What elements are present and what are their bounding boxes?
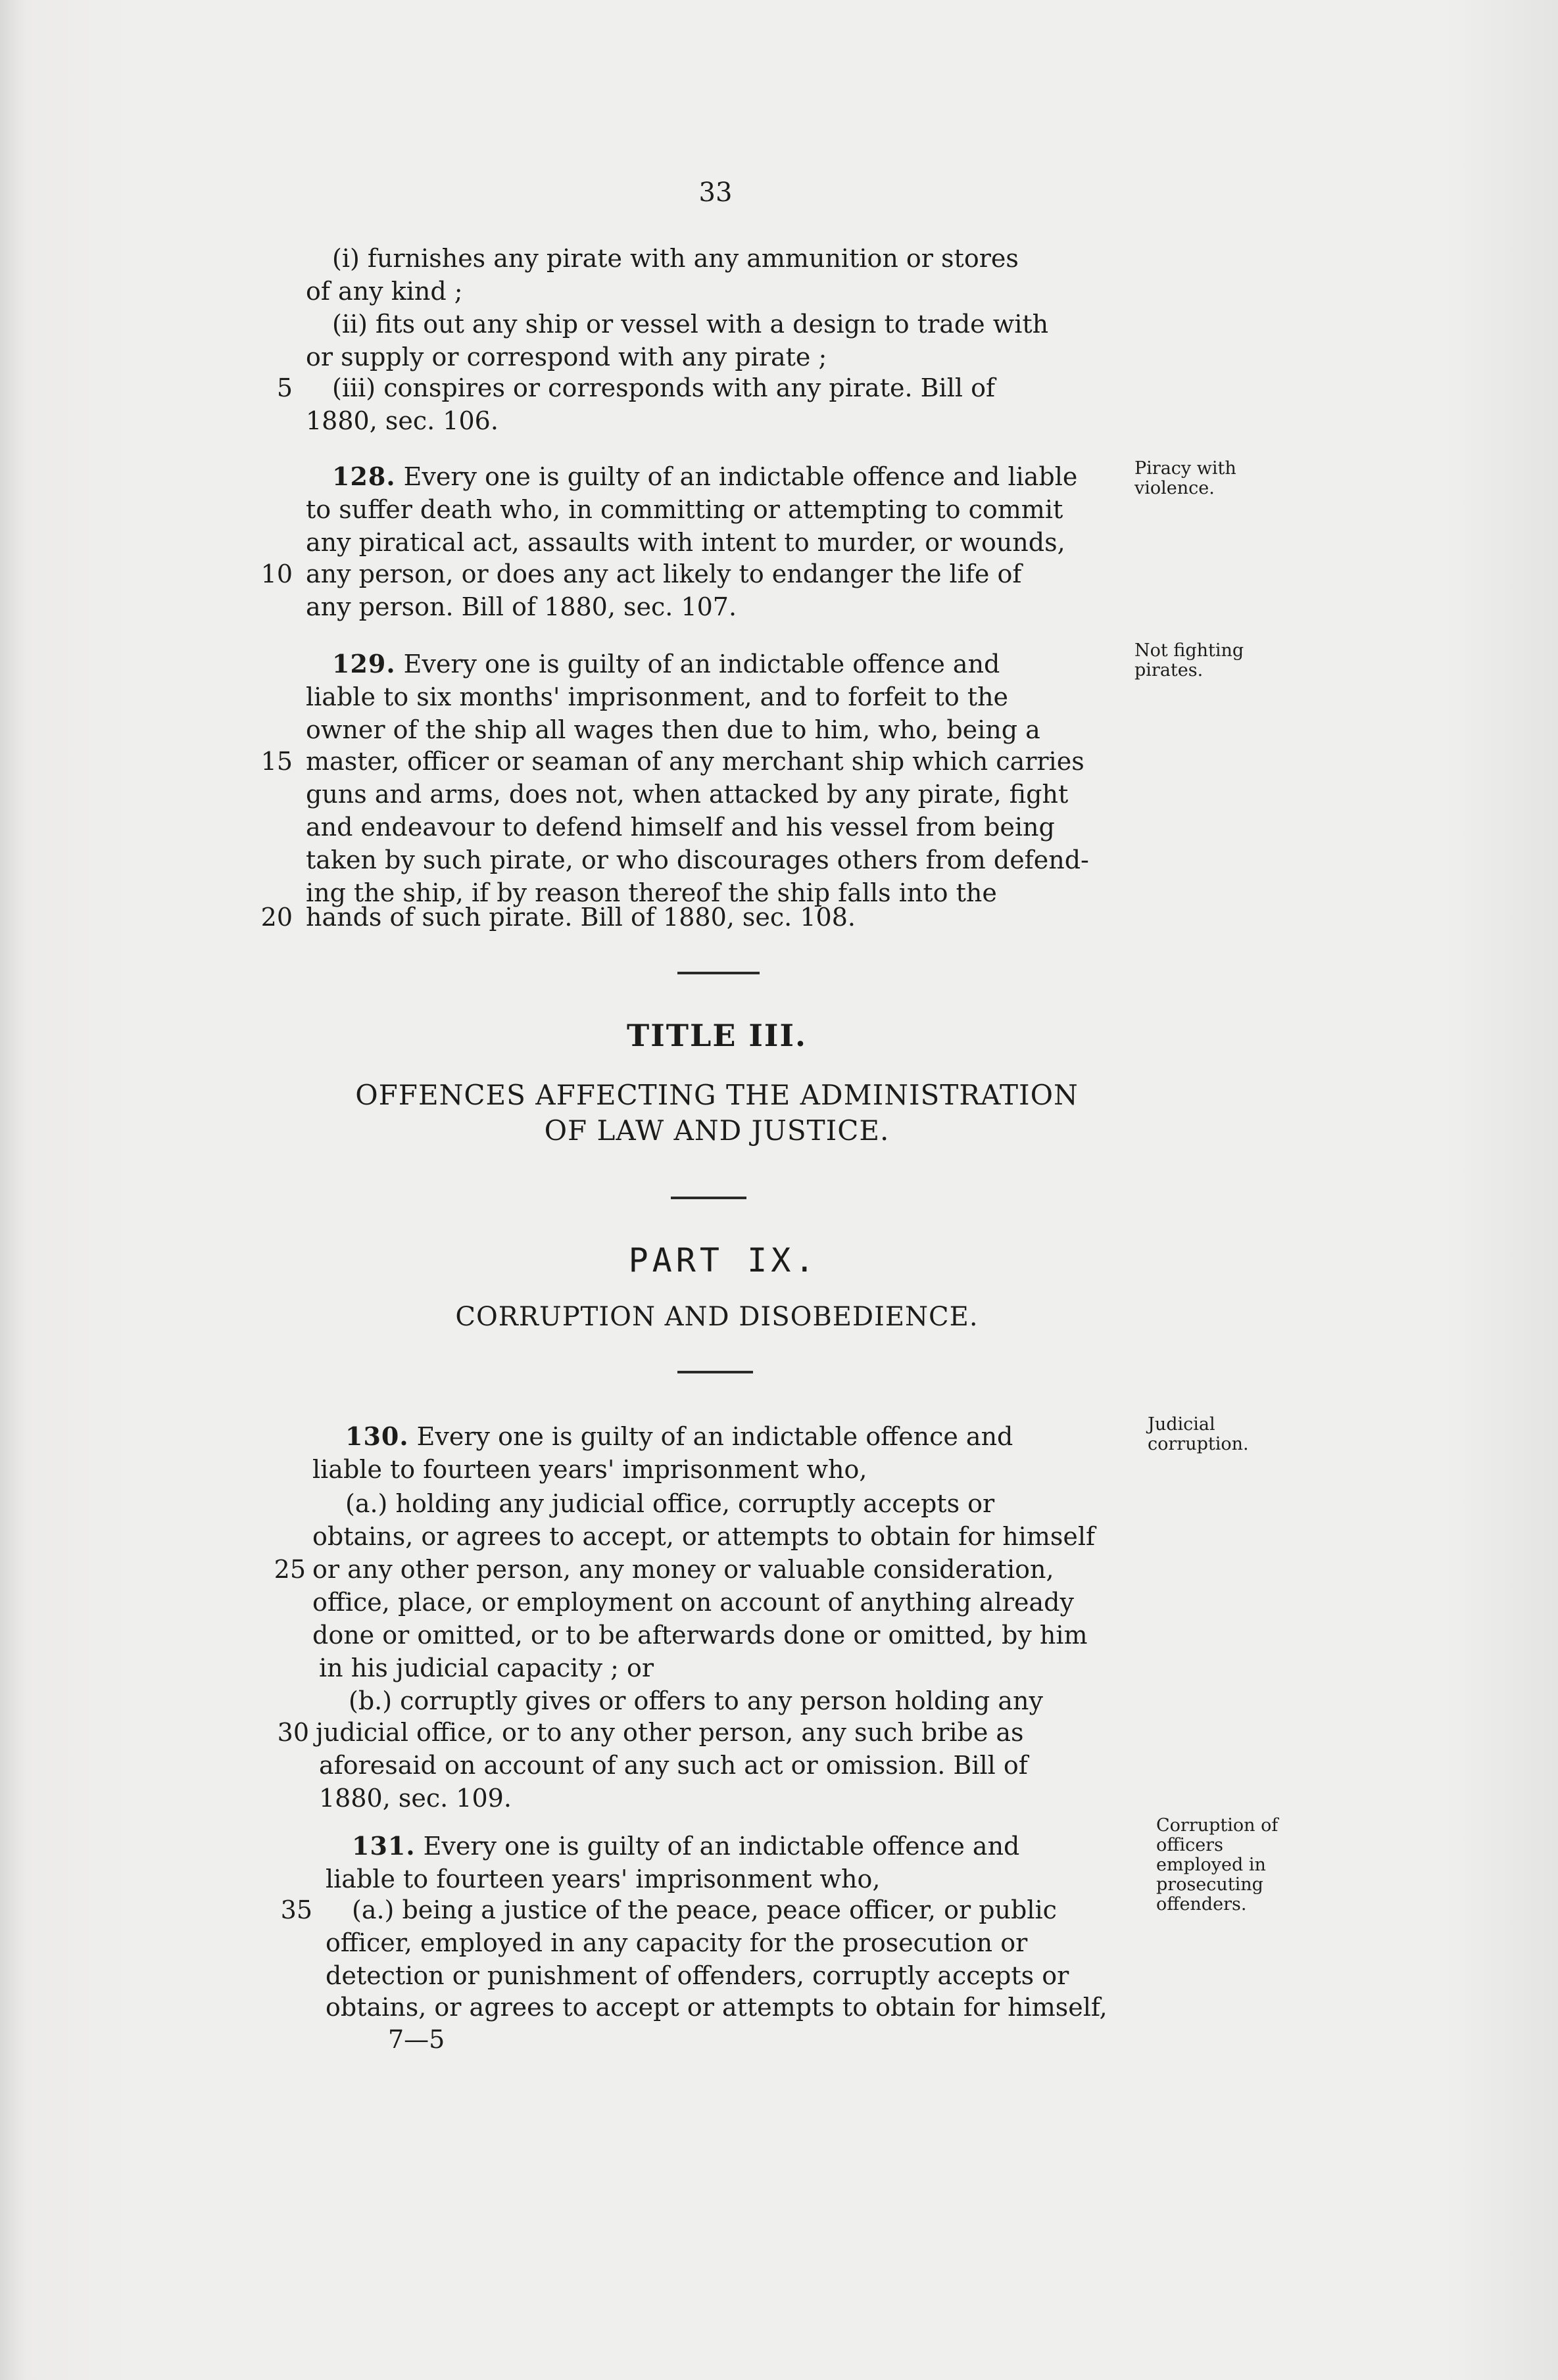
text-line: aforesaid on account of any such act or omission. Bill of — [319, 1751, 1028, 1780]
part-heading: PART IX. — [628, 1241, 819, 1279]
text-line: of any kind ; — [306, 277, 463, 306]
text-line: liable to fourteen years' imprisonment who, — [312, 1455, 867, 1484]
margin-note-not-fighting-pirates: Not fighting pirates. — [1134, 640, 1244, 680]
margin-note-piracy-with-violence: Piracy with violence. — [1134, 458, 1236, 498]
text-line: or supply or correspond with any pirate ; — [306, 343, 827, 371]
line-number: 30 — [277, 1718, 309, 1747]
text-line: 1880, sec. 106. — [306, 406, 499, 435]
line-number: 35 — [280, 1895, 312, 1924]
section-number: 128. — [332, 462, 396, 491]
margin-note-corruption-of-officers: Corruption of officers employed in prosecuting offenders. — [1156, 1815, 1278, 1915]
text-line: and endeavour to defend himself and his vessel from being — [306, 813, 1055, 842]
margin-note-judicial-corruption: Judicial corruption. — [1148, 1414, 1249, 1454]
printer-signature: 7—5 — [388, 2025, 445, 2054]
text-line: (a.) being a justice of the peace, peace officer, or public — [352, 1895, 1057, 1924]
text-line: or any other person, any money or valuable consideration, — [312, 1555, 1054, 1584]
section-divider — [677, 972, 760, 974]
text-line: obtains, or agrees to accept, or attempts to obtain for himself — [312, 1522, 1096, 1551]
text-line: (i) furnishes any pirate with any ammunition or stores — [332, 244, 1019, 273]
text-line: 1880, sec. 109. — [319, 1784, 512, 1813]
text-line: liable to fourteen years' imprisonment who, — [326, 1865, 881, 1893]
text-line: master, officer or seaman of any merchant ship which carries — [306, 747, 1084, 776]
section-number: 129. — [332, 649, 396, 678]
text-line: officer, employed in any capacity for the prosecution or — [326, 1928, 1028, 1957]
section-number: 131. — [352, 1831, 416, 1861]
text-span: Every one is guilty of an indictable offence and — [403, 650, 1000, 678]
text-line: detection or punishment of offenders, corruptly accepts or — [326, 1961, 1069, 1990]
text-line: judicial office, or to any other person, any such bribe as — [316, 1718, 1024, 1747]
section-131-first-line — [352, 1830, 1019, 1863]
page-number: 33 — [698, 178, 733, 208]
title-subheading-line2: OF LAW AND JUSTICE. — [544, 1114, 890, 1147]
section-128-first-line — [332, 460, 1077, 493]
section-129-first-line — [332, 648, 1000, 680]
line-number: 25 — [274, 1555, 306, 1584]
text-line: liable to six months' imprisonment, and to forfeit to the — [306, 682, 1009, 711]
line-number: 10 — [260, 559, 293, 588]
text-line: (a.) holding any judicial office, corruptly accepts or — [345, 1489, 995, 1518]
section-number: 130. — [345, 1421, 409, 1451]
section-130-first-line — [345, 1420, 1013, 1453]
text-span: Every one is guilty of an indictable offence and — [416, 1422, 1013, 1451]
text-line: (b.) corruptly gives or offers to any person holding any — [349, 1686, 1043, 1715]
text-line: (ii) fits out any ship or vessel with a design to trade with — [332, 310, 1049, 339]
line-number: 15 — [260, 747, 293, 776]
line-number: 20 — [260, 903, 293, 932]
text-line: guns and arms, does not, when attacked by any pirate, fight — [306, 780, 1069, 809]
title-subheading-line1: OFFENCES AFFECTING THE ADMINISTRATION — [355, 1079, 1079, 1111]
text-line: ing the ship, if by reason thereof the ship falls into the — [306, 878, 997, 907]
text-line: hands of such pirate. Bill of 1880, sec. 108. — [306, 903, 856, 932]
text-line: done or omitted, or to be afterwards done or omitted, by him — [312, 1621, 1088, 1650]
text-span: Every one is guilty of an indictable offence and — [423, 1832, 1020, 1861]
text-line: office, place, or employment on account of anything already — [312, 1588, 1074, 1617]
title-heading: TITLE III. — [627, 1018, 807, 1053]
text-line: any person. Bill of 1880, sec. 107. — [306, 592, 737, 621]
section-divider — [671, 1197, 746, 1199]
text-line: to suffer death who, in committing or attempting to commit — [306, 495, 1063, 524]
text-line: any person, or does any act likely to endanger the life of — [306, 559, 1022, 588]
part-subheading: CORRUPTION AND DISOBEDIENCE. — [455, 1302, 979, 1332]
text-line: any piratical act, assaults with intent to murder, or wounds, — [306, 528, 1065, 557]
line-number: 5 — [276, 373, 293, 402]
text-line: in his judicial capacity ; or — [319, 1654, 654, 1682]
text-span: Every one is guilty of an indictable offence and liable — [403, 462, 1078, 491]
text-line: owner of the ship all wages then due to him, who, being a — [306, 715, 1040, 744]
text-line: (iii) conspires or corresponds with any pirate. Bill of — [332, 373, 996, 402]
text-line: obtains, or agrees to accept or attempts to obtain for himself, — [326, 1993, 1108, 2022]
text-line: taken by such pirate, or who discourages others from defend- — [306, 845, 1089, 874]
section-divider — [677, 1371, 753, 1373]
